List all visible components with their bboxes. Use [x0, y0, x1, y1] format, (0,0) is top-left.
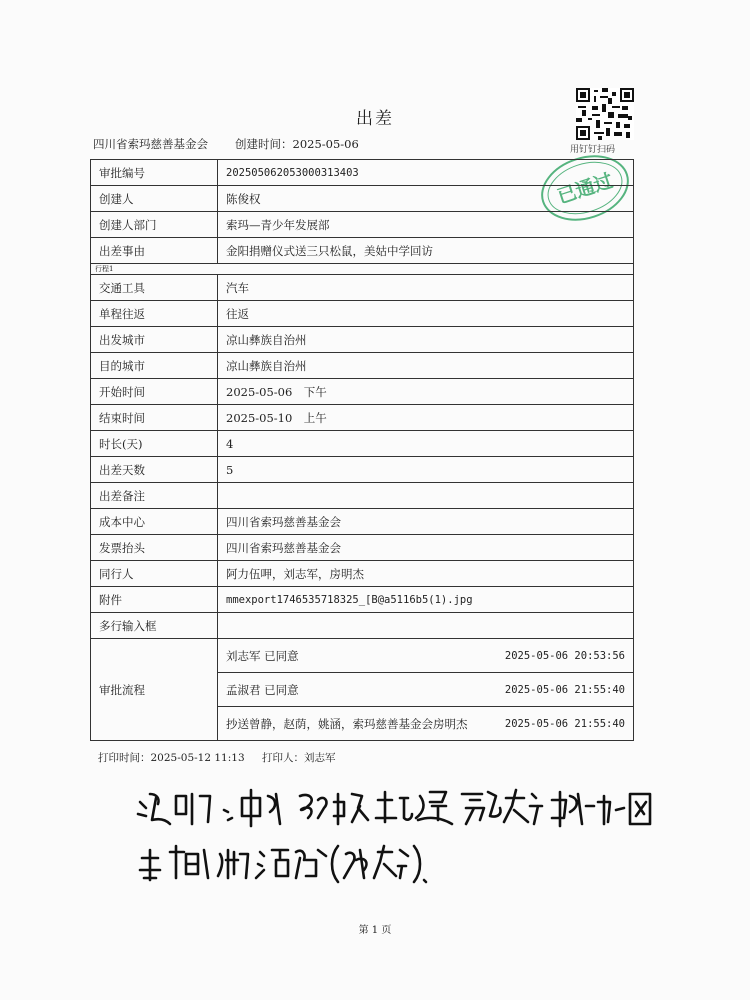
duration-value: 4	[218, 431, 634, 457]
flow-step	[218, 707, 633, 740]
flow-step-time: 2025-05-06 21:55:40	[504, 717, 625, 730]
invoice-title-value: 四川省索玛慈善基金会	[218, 535, 634, 561]
table-row	[91, 639, 634, 741]
table-row	[91, 483, 634, 509]
row-label: 成本中心	[91, 509, 218, 535]
table-row	[91, 379, 634, 405]
table-row	[91, 457, 634, 483]
table-row	[91, 405, 634, 431]
row-label: 开始时间	[91, 379, 218, 405]
flow-step-text: 孟淑君 已同意	[226, 682, 299, 697]
row-label: 目的城市	[91, 353, 218, 379]
dest-city-value: 凉山彝族自治州	[218, 353, 634, 379]
row-label: 出差事由	[91, 238, 218, 264]
row-label: 审批流程	[91, 639, 218, 741]
table-row	[91, 238, 634, 264]
row-label: 出差天数	[91, 457, 218, 483]
row-label: 创建人	[91, 186, 218, 212]
row-label: 多行输入框	[91, 613, 218, 639]
reason-value: 金阳捐赠仪式送三只松鼠，美姑中学回访	[218, 238, 634, 264]
approval-number: 202505062053000313403	[218, 160, 634, 186]
flow-step-text: 刘志军 已同意	[226, 648, 299, 663]
printer-name: 打印人：刘志军	[262, 752, 336, 764]
table-row	[91, 535, 634, 561]
table-row	[91, 509, 634, 535]
table-row	[91, 160, 634, 186]
row-label: 时长(天)	[91, 431, 218, 457]
section-row	[91, 264, 634, 275]
row-label: 附件	[91, 587, 218, 613]
table-row	[91, 353, 634, 379]
row-label: 出发城市	[91, 327, 218, 353]
print-time: 打印时间：2025-05-12 11:13	[98, 752, 245, 764]
table-row	[91, 301, 634, 327]
table-row	[91, 212, 634, 238]
flow-step-time: 2025-05-06 21:55:40	[504, 683, 625, 696]
qr-caption: 用钉钉扫码	[570, 145, 616, 155]
flow-step	[218, 673, 633, 707]
remark-value	[218, 483, 634, 509]
flow-step	[218, 639, 633, 673]
table-row	[91, 186, 634, 212]
qr-code-icon	[576, 88, 634, 140]
organization-name: 四川省索玛慈善基金会	[93, 137, 208, 151]
flow-step-text: 抄送曾静，赵荫，姚涵，索玛慈善基金会房明杰	[226, 716, 468, 731]
trip-days-value: 5	[218, 457, 634, 483]
table-row	[91, 613, 634, 639]
created-time: 创建时间：2025-05-06	[235, 137, 359, 151]
companions-value: 阿力伍呷，刘志军，房明杰	[218, 561, 634, 587]
creator-value: 陈俊权	[218, 186, 634, 212]
row-label: 结束时间	[91, 405, 218, 431]
table-row	[91, 587, 634, 613]
row-label: 创建人部门	[91, 212, 218, 238]
attachment-link[interactable]: mmexport1746535718325_[B@a5116b5(1).jpg	[218, 587, 634, 613]
document-title: 出差	[356, 109, 394, 129]
row-label: 同行人	[91, 561, 218, 587]
creator-dept-value: 索玛—青少年发展部	[218, 212, 634, 238]
approval-flow	[218, 639, 634, 741]
end-time-value: 2025-05-10 上午	[218, 405, 634, 431]
stamp-text: 已通过	[554, 169, 616, 209]
table-row	[91, 561, 634, 587]
multiline-value	[218, 613, 634, 639]
trip-type-value: 往返	[218, 301, 634, 327]
row-label: 单程往返	[91, 301, 218, 327]
cost-center-value: 四川省索玛慈善基金会	[218, 509, 634, 535]
row-label: 交通工具	[91, 275, 218, 301]
table-row	[91, 275, 634, 301]
handwritten-note	[0, 780, 750, 900]
page-number: 第 1 页	[358, 925, 392, 936]
table-row	[91, 327, 634, 353]
depart-city-value: 凉山彝族自治州	[218, 327, 634, 353]
table-row	[91, 431, 634, 457]
section-label: 行程1	[91, 264, 634, 275]
start-time-value: 2025-05-06 下午	[218, 379, 634, 405]
transport-value: 汽车	[218, 275, 634, 301]
row-label: 出差备注	[91, 483, 218, 509]
approval-form-table	[90, 159, 634, 741]
row-label: 发票抬头	[91, 535, 218, 561]
flow-step-time: 2025-05-06 20:53:56	[504, 649, 625, 662]
row-label: 审批编号	[91, 160, 218, 186]
